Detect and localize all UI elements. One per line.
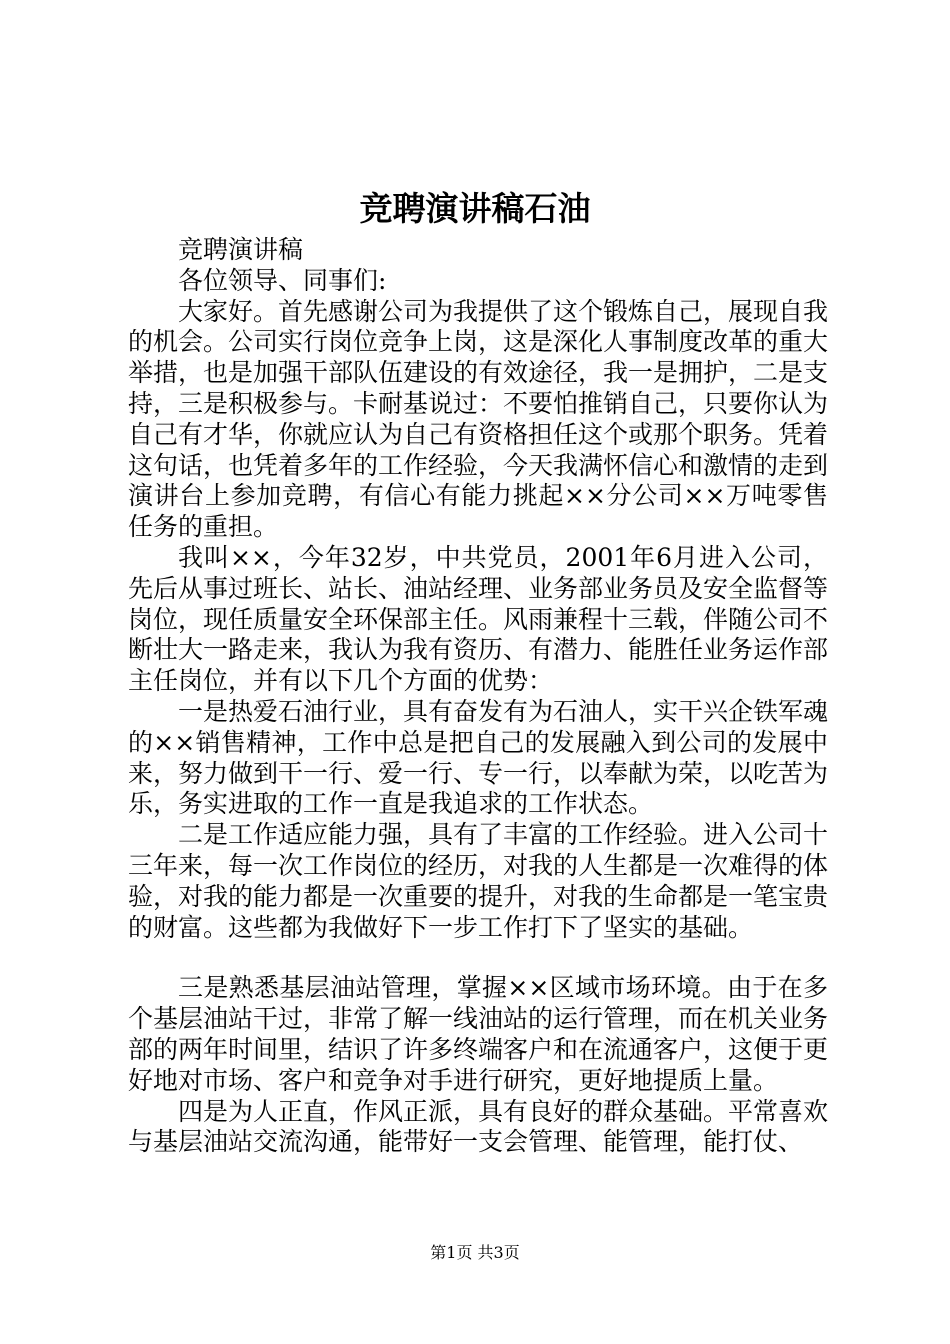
paragraph-heading: 竞聘演讲稿 [178,235,304,264]
document-body [128,235,828,1158]
paragraph-advantage-two: 二是工作适应能力强，具有了丰富的工作经验。进入公司十三年来，每一次工作岗位的经历，对我的人生都是一次难得的体验，对我的能力都是一次重要的提升，对我的生命都是一笔宝贵的财富。这些都为我做好下一步工作打下了坚实的基础。 [128,820,829,942]
paragraph-advantage-one: 一是热爱石油行业，具有奋发有为石油人，实干兴企铁军魂的××销售精神，工作中总是把自己的发展融入到公司的发展中来，努力做到干一行、爱一行、专一行，以奉献为荣，以吃苦为乐，务实进取的工作一直是我追求的工作状态。 [128,696,829,819]
page-footer: 第1页 共3页 [430,1243,520,1262]
paragraph-salutation: 各位领导、同事们: [178,265,387,295]
paragraph-greeting: 大家好。首先感谢公司为我提供了这个锻炼自己，展现自我的机会。公司实行岗位竞争上岗，这是深化人事制度改革的重大举措，也是加强干部队伍建设的有效途径，我一是拥护，二是支持，三是积极参与。卡耐基说过：不要怕推销自己，只要你认为自己有才华，你就应认为自己有资格担任这个或那个职务。凭着这句话，也凭着多年的工作经验，今天我满怀信心和激情的走到演讲台上参加竞聘，有信心有能力挑起××分公司××万吨零售任务的重担。 [128,296,829,542]
paragraph-advantage-four: 四是为人正直，作风正派，具有良好的群众基础。平常喜欢与基层油站交流沟通，能带好一支会管理、能管理，能打仗、 [128,1096,829,1157]
paragraph-introduction: 我叫××，今年32岁，中共党员，2001年6月进入公司，先后从事过班长、站长、油站经理、业务部业务员及安全监督等岗位，现任质量安全环保部主任。风雨兼程十三载，伴随公司不断壮大一路走来，我认为我有资历、有潜力、能胜任业务运作部主任岗位，并有以下几个方面的优势： [128,542,829,696]
paragraph-advantage-three: 三是熟悉基层油站管理，掌握××区域市场环境。由于在多个基层油站干过，非常了解一线油站的运行管理，而在机关业务部的两年时间里，结识了许多终端客户和在流通客户，这便于更好地对市场、客户和竞争对手进行研究，更好地提质上量。 [128,973,829,1095]
document-title: 竞聘演讲稿石油 [359,189,591,228]
